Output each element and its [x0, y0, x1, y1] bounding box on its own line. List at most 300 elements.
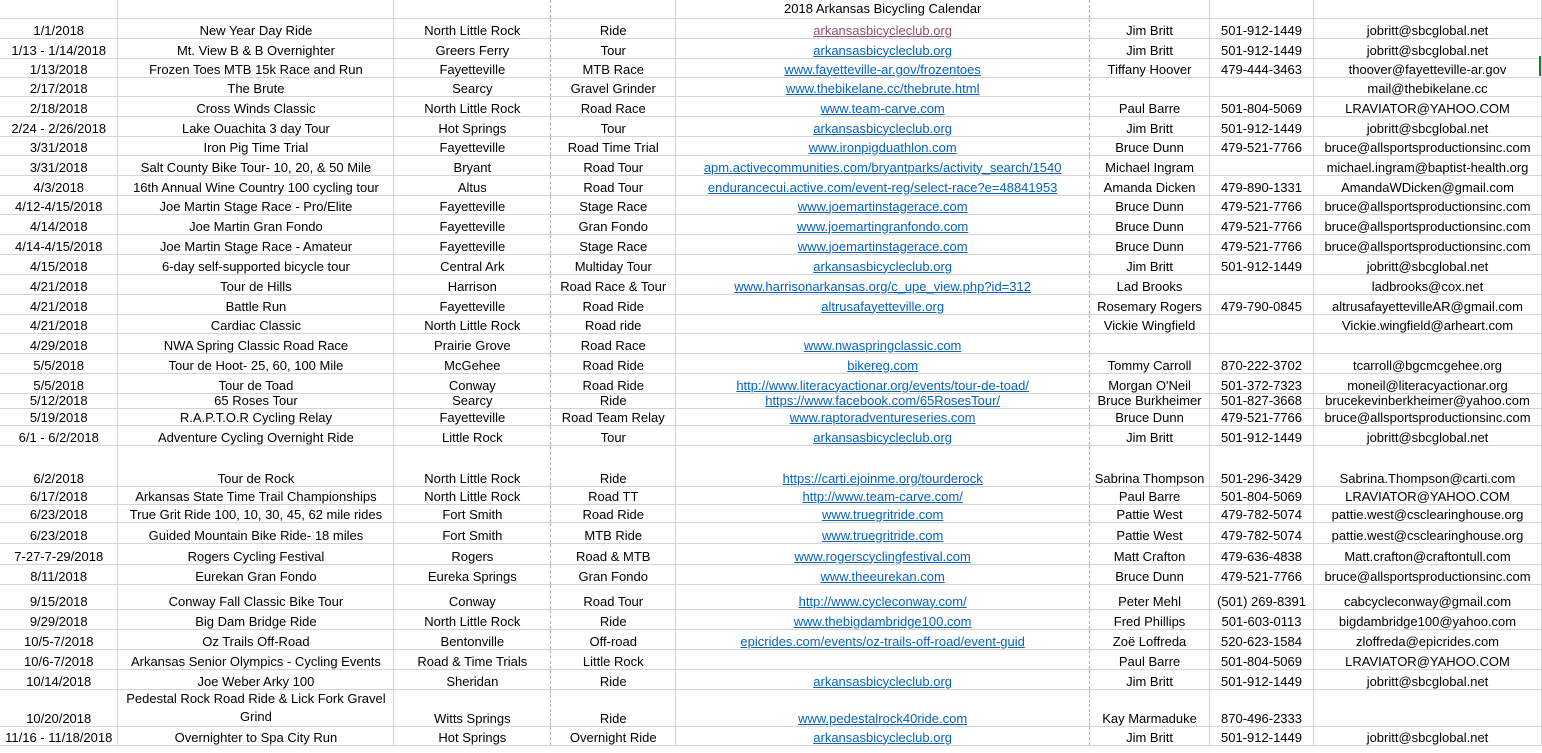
cell-contact[interactable]: Sabrina Thompson — [1090, 445, 1210, 486]
cell-contact[interactable] — [1090, 77, 1210, 96]
cell-url[interactable] — [676, 77, 1090, 96]
cell-contact[interactable]: Fred Phillips — [1090, 609, 1210, 629]
event-link[interactable]: endurancecui.active.com/event-reg/select-race?e=48841953 — [707, 179, 1058, 195]
cell-event[interactable]: Tour de Rock — [118, 445, 394, 486]
event-link[interactable]: www.theeurekan.com — [820, 568, 945, 584]
cell-city[interactable]: Sheridan — [394, 669, 551, 689]
cell-phone[interactable]: 501-912-1449 — [1210, 669, 1314, 689]
cell-email[interactable]: pattie.west@csclearinghouse.org — [1314, 522, 1542, 543]
empty-cell[interactable] — [1314, 0, 1542, 18]
cell-email[interactable]: jobritt@sbcglobal.net — [1314, 18, 1542, 38]
event-link[interactable]: http://www.team-carve.com/ — [802, 488, 963, 504]
cell-city[interactable]: Hot Springs — [394, 726, 551, 745]
cell-date[interactable]: 6/2/2018 — [0, 445, 118, 486]
cell-url[interactable] — [676, 353, 1090, 373]
cell-contact[interactable]: Tommy Carroll — [1090, 353, 1210, 373]
cell-phone[interactable]: 501-827-3668 — [1210, 393, 1314, 408]
cell-email[interactable]: jobritt@sbcglobal.net — [1314, 669, 1542, 689]
cell-event[interactable]: Joe Martin Stage Race - Pro/Elite — [118, 195, 394, 214]
cell-type[interactable]: Ride — [551, 18, 676, 38]
cell-phone[interactable]: (501) 269-8391 — [1210, 584, 1314, 609]
cell-type[interactable]: MTB Race — [551, 58, 676, 77]
cell-date[interactable]: 4/21/2018 — [0, 314, 118, 333]
cell-email[interactable]: cabcycleconway@gmail.com — [1314, 584, 1542, 609]
cell-event[interactable]: 6-day self-supported bicycle tour — [118, 254, 394, 274]
cell-email[interactable]: ladbrooks@cox.net — [1314, 274, 1542, 294]
event-link[interactable]: www.truegritride.com — [821, 506, 944, 522]
event-link[interactable]: apm.activecommunities.com/bryantparks/activity_search/1540 — [703, 159, 1062, 175]
event-link[interactable]: arkansasbicycleclub.org — [813, 729, 952, 745]
cell-city[interactable]: Eureka Springs — [394, 564, 551, 584]
cell-email[interactable]: bruce@allsportsproductionsinc.com — [1314, 234, 1542, 254]
cell-url[interactable] — [676, 425, 1090, 445]
cell-type[interactable]: Tour — [551, 425, 676, 445]
cell-url[interactable] — [676, 649, 1090, 669]
cell-contact[interactable]: Bruce Dunn — [1090, 564, 1210, 584]
cell-phone[interactable]: 479-790-0845 — [1210, 294, 1314, 314]
cell-event[interactable]: Tour de Toad — [118, 373, 394, 393]
empty-cell[interactable] — [394, 0, 551, 18]
cell-url[interactable] — [676, 234, 1090, 254]
cell-url[interactable] — [676, 373, 1090, 393]
cell-event[interactable]: Tour de Hoot- 25, 60, 100 Mile — [118, 353, 394, 373]
cell-date[interactable]: 3/31/2018 — [0, 155, 118, 175]
cell-city[interactable]: Hot Springs — [394, 116, 551, 136]
cell-url[interactable] — [676, 609, 1090, 629]
cell-phone[interactable]: 479-521-7766 — [1210, 195, 1314, 214]
cell-phone[interactable]: 479-521-7766 — [1210, 136, 1314, 155]
cell-phone[interactable]: 479-782-5074 — [1210, 504, 1314, 522]
cell-date[interactable]: 5/5/2018 — [0, 373, 118, 393]
cell-phone[interactable]: 501-603-0113 — [1210, 609, 1314, 629]
cell-email[interactable]: LRAVIATOR@YAHOO.COM — [1314, 486, 1542, 504]
cell-event[interactable]: Tour de Hills — [118, 274, 394, 294]
cell-url[interactable] — [676, 116, 1090, 136]
cell-contact[interactable]: Bruce Dunn — [1090, 408, 1210, 425]
cell-email[interactable]: bruce@allsportsproductionsinc.com — [1314, 408, 1542, 425]
cell-phone[interactable]: 501-804-5069 — [1210, 649, 1314, 669]
cell-contact[interactable]: Zoë Loffreda — [1090, 629, 1210, 649]
cell-event[interactable]: Cross Winds Classic — [118, 96, 394, 116]
cell-date[interactable]: 9/15/2018 — [0, 584, 118, 609]
cell-event[interactable]: Battle Run — [118, 294, 394, 314]
cell-url[interactable] — [676, 486, 1090, 504]
cell-phone[interactable]: 479-444-3463 — [1210, 58, 1314, 77]
cell-date[interactable]: 1/13 - 1/14/2018 — [0, 38, 118, 58]
cell-city[interactable]: Fayetteville — [394, 58, 551, 77]
cell-url[interactable] — [676, 629, 1090, 649]
cell-city[interactable]: Conway — [394, 584, 551, 609]
empty-cell[interactable] — [118, 0, 394, 18]
cell-phone[interactable]: 501-912-1449 — [1210, 18, 1314, 38]
cell-phone[interactable]: 479-521-7766 — [1210, 234, 1314, 254]
event-link[interactable]: www.nwaspringclassic.com — [803, 337, 962, 353]
cell-contact[interactable]: Morgan O'Neil — [1090, 373, 1210, 393]
cell-contact[interactable]: Jim Britt — [1090, 726, 1210, 745]
event-link[interactable]: epicrides.com/events/oz-trails-off-road/event-guid — [740, 633, 1025, 649]
cell-phone[interactable]: 870-222-3702 — [1210, 353, 1314, 373]
cell-email[interactable]: mail@thebikelane.cc — [1314, 77, 1542, 96]
cell-type[interactable]: Ride — [551, 689, 676, 726]
cell-contact[interactable]: Bruce Dunn — [1090, 195, 1210, 214]
event-link[interactable]: www.truegritride.com — [821, 527, 944, 543]
cell-date[interactable]: 4/3/2018 — [0, 175, 118, 195]
cell-url[interactable] — [676, 58, 1090, 77]
cell-phone[interactable]: 501-804-5069 — [1210, 96, 1314, 116]
cell-type[interactable]: Road ride — [551, 314, 676, 333]
cell-contact[interactable]: Amanda Dicken — [1090, 175, 1210, 195]
cell-email[interactable]: bruce@allsportsproductionsinc.com — [1314, 195, 1542, 214]
cell-contact[interactable]: Pattie West — [1090, 504, 1210, 522]
cell-email[interactable]: thoover@fayetteville-ar.gov — [1314, 58, 1542, 77]
cell-url[interactable] — [676, 689, 1090, 726]
cell-phone[interactable]: 501-296-3429 — [1210, 445, 1314, 486]
cell-type[interactable]: Road Race — [551, 96, 676, 116]
cell-contact[interactable] — [1090, 333, 1210, 353]
cell-event[interactable]: Arkansas State Time Trail Championships — [118, 486, 394, 504]
cell-event[interactable]: Frozen Toes MTB 15k Race and Run — [118, 58, 394, 77]
event-link[interactable]: https://carti.ejoinme.org/tourderock — [782, 470, 983, 486]
empty-cell[interactable] — [1090, 0, 1210, 18]
cell-city[interactable]: Bentonville — [394, 629, 551, 649]
event-link[interactable]: https://www.facebook.com/65RosesTour/ — [765, 393, 1001, 408]
cell-contact[interactable]: Bruce Dunn — [1090, 214, 1210, 234]
cell-event[interactable]: Adventure Cycling Overnight Ride — [118, 425, 394, 445]
cell-event[interactable]: Eurekan Gran Fondo — [118, 564, 394, 584]
empty-cell[interactable] — [1210, 0, 1314, 18]
cell-city[interactable]: Bryant — [394, 155, 551, 175]
cell-contact[interactable]: Rosemary Rogers — [1090, 294, 1210, 314]
event-link[interactable]: www.team-carve.com — [820, 100, 945, 116]
cell-event[interactable]: Oz Trails Off-Road — [118, 629, 394, 649]
cell-phone[interactable]: 501-912-1449 — [1210, 254, 1314, 274]
cell-contact[interactable]: Kay Marmaduke — [1090, 689, 1210, 726]
cell-date[interactable]: 4/21/2018 — [0, 274, 118, 294]
cell-date[interactable]: 10/5-7/2018 — [0, 629, 118, 649]
cell-date[interactable]: 4/21/2018 — [0, 294, 118, 314]
cell-phone[interactable]: 479-521-7766 — [1210, 564, 1314, 584]
cell-url[interactable] — [676, 155, 1090, 175]
cell-date[interactable]: 2/17/2018 — [0, 77, 118, 96]
cell-type[interactable]: Stage Race — [551, 195, 676, 214]
cell-date[interactable]: 10/20/2018 — [0, 689, 118, 726]
cell-type[interactable]: Ride — [551, 445, 676, 486]
cell-event[interactable]: Salt County Bike Tour- 10, 20, & 50 Mile — [118, 155, 394, 175]
cell-city[interactable]: Fayetteville — [394, 294, 551, 314]
cell-type[interactable]: Multiday Tour — [551, 254, 676, 274]
cell-phone[interactable]: 479-782-5074 — [1210, 522, 1314, 543]
cell-date[interactable]: 4/14-4/15/2018 — [0, 234, 118, 254]
cell-type[interactable]: Tour — [551, 38, 676, 58]
cell-city[interactable]: Fort Smith — [394, 504, 551, 522]
event-link[interactable]: arkansasbicycleclub.org — [813, 42, 952, 58]
cell-type[interactable]: Off-road — [551, 629, 676, 649]
cell-city[interactable]: North Little Rock — [394, 18, 551, 38]
event-link[interactable]: arkansasbicycleclub.org — [813, 258, 952, 274]
cell-event[interactable]: Overnighter to Spa City Run — [118, 726, 394, 745]
cell-phone[interactable]: 479-521-7766 — [1210, 408, 1314, 425]
cell-date[interactable]: 6/17/2018 — [0, 486, 118, 504]
cell-phone[interactable] — [1210, 314, 1314, 333]
cell-url[interactable] — [676, 445, 1090, 486]
event-link[interactable]: www.raptoradventureseries.com — [789, 409, 976, 425]
event-link[interactable]: www.thebikelane.cc/thebrute.html — [785, 80, 980, 96]
cell-city[interactable]: Fayetteville — [394, 136, 551, 155]
cell-type[interactable]: Road Race — [551, 333, 676, 353]
cell-date[interactable]: 6/23/2018 — [0, 522, 118, 543]
cell-url[interactable] — [676, 393, 1090, 408]
cell-city[interactable]: Fayetteville — [394, 234, 551, 254]
cell-event[interactable]: 65 Roses Tour — [118, 393, 394, 408]
cell-contact[interactable]: Peter Mehl — [1090, 584, 1210, 609]
cell-type[interactable]: Overnight Ride — [551, 726, 676, 745]
cell-phone[interactable]: 501-372-7323 — [1210, 373, 1314, 393]
event-link[interactable]: http://www.cycleconway.com/ — [798, 593, 967, 609]
cell-phone[interactable]: 479-890-1331 — [1210, 175, 1314, 195]
cell-url[interactable] — [676, 294, 1090, 314]
cell-email[interactable]: altrusafayettevilleAR@gmail.com — [1314, 294, 1542, 314]
cell-email[interactable]: Matt.crafton@craftontull.com — [1314, 543, 1542, 564]
cell-date[interactable]: 2/24 - 2/26/2018 — [0, 116, 118, 136]
cell-city[interactable]: Harrison — [394, 274, 551, 294]
cell-type[interactable]: Road Tour — [551, 155, 676, 175]
event-link[interactable]: www.rogerscyclingfestival.com — [794, 548, 971, 564]
event-link[interactable]: arkansasbicycleclub.org — [813, 22, 952, 38]
event-link[interactable]: www.fayetteville-ar.gov/frozentoes — [784, 61, 981, 77]
cell-email[interactable]: jobritt@sbcglobal.net — [1314, 726, 1542, 745]
cell-contact[interactable]: Jim Britt — [1090, 669, 1210, 689]
cell-city[interactable]: North Little Rock — [394, 486, 551, 504]
cell-date[interactable]: 5/19/2018 — [0, 408, 118, 425]
cell-phone[interactable]: 501-912-1449 — [1210, 726, 1314, 745]
cell-url[interactable] — [676, 136, 1090, 155]
cell-email[interactable]: bruce@allsportsproductionsinc.com — [1314, 564, 1542, 584]
cell-contact[interactable]: Matt Crafton — [1090, 543, 1210, 564]
cell-email[interactable]: moneil@literacyactionar.org — [1314, 373, 1542, 393]
cell-city[interactable]: Little Rock — [394, 425, 551, 445]
cell-city[interactable]: Searcy — [394, 77, 551, 96]
cell-date[interactable]: 4/29/2018 — [0, 333, 118, 353]
cell-event[interactable]: Pedestal Rock Road Ride & Lick Fork Gravel Grind — [118, 689, 394, 726]
cell-event[interactable]: Joe Weber Arky 100 — [118, 669, 394, 689]
cell-url[interactable] — [676, 274, 1090, 294]
event-link[interactable]: http://www.literacyactionar.org/events/tour-de-toad/ — [736, 377, 1029, 393]
cell-contact[interactable]: Bruce Dunn — [1090, 234, 1210, 254]
cell-phone[interactable] — [1210, 274, 1314, 294]
cell-phone[interactable]: 501-912-1449 — [1210, 38, 1314, 58]
cell-email[interactable] — [1314, 333, 1542, 353]
cell-contact[interactable]: Paul Barre — [1090, 96, 1210, 116]
cell-email[interactable]: bigdambridge100@yahoo.com — [1314, 609, 1542, 629]
cell-city[interactable]: Central Ark — [394, 254, 551, 274]
cell-type[interactable]: Road Ride — [551, 373, 676, 393]
cell-email[interactable]: jobritt@sbcglobal.net — [1314, 425, 1542, 445]
cell-city[interactable]: Fayetteville — [394, 195, 551, 214]
cell-type[interactable]: Road Ride — [551, 294, 676, 314]
cell-url[interactable] — [676, 408, 1090, 425]
cell-event[interactable]: The Brute — [118, 77, 394, 96]
cell-date[interactable]: 7-27-7-29/2018 — [0, 543, 118, 564]
sheet-title[interactable]: 2018 Arkansas Bicycling Calendar — [676, 0, 1090, 18]
cell-email[interactable]: jobritt@sbcglobal.net — [1314, 38, 1542, 58]
cell-phone[interactable]: 479-636-4838 — [1210, 543, 1314, 564]
event-link[interactable]: bikereg.com — [847, 357, 919, 373]
event-link[interactable]: www.harrisonarkansas.org/c_upe_view.php?id=312 — [734, 278, 1031, 294]
event-link[interactable]: www.joemartingranfondo.com — [797, 218, 969, 234]
event-link[interactable]: www.joemartinstagerace.com — [797, 238, 968, 254]
cell-event[interactable]: Joe Martin Gran Fondo — [118, 214, 394, 234]
cell-date[interactable]: 3/31/2018 — [0, 136, 118, 155]
cell-contact[interactable]: Paul Barre — [1090, 486, 1210, 504]
cell-date[interactable]: 9/29/2018 — [0, 609, 118, 629]
cell-type[interactable]: Gran Fondo — [551, 214, 676, 234]
cell-event[interactable]: R.A.P.T.O.R Cycling Relay — [118, 408, 394, 425]
cell-event[interactable]: True Grit Ride 100, 10, 30, 45, 62 mile rides — [118, 504, 394, 522]
cell-url[interactable] — [676, 504, 1090, 522]
event-link[interactable]: www.joemartinstagerace.com — [797, 198, 968, 214]
cell-date[interactable]: 4/14/2018 — [0, 214, 118, 234]
cell-email[interactable]: LRAVIATOR@YAHOO.COM — [1314, 96, 1542, 116]
cell-contact[interactable]: Bruce Dunn — [1090, 136, 1210, 155]
event-link[interactable]: arkansasbicycleclub.org — [813, 429, 952, 445]
cell-date[interactable]: 10/14/2018 — [0, 669, 118, 689]
cell-event[interactable]: Rogers Cycling Festival — [118, 543, 394, 564]
cell-type[interactable]: Road Ride — [551, 504, 676, 522]
cell-contact[interactable]: Jim Britt — [1090, 425, 1210, 445]
cell-type[interactable]: Little Rock — [551, 649, 676, 669]
cell-type[interactable]: Ride — [551, 393, 676, 408]
event-link[interactable]: www.ironpigduathlon.com — [808, 139, 957, 155]
cell-url[interactable] — [676, 726, 1090, 745]
cell-email[interactable]: brucekevinberkheimer@yahoo.com — [1314, 393, 1542, 408]
cell-type[interactable]: Road Time Trial — [551, 136, 676, 155]
cell-event[interactable]: Mt. View B & B Overnighter — [118, 38, 394, 58]
cell-email[interactable]: AmandaWDicken@gmail.com — [1314, 175, 1542, 195]
empty-cell[interactable] — [551, 0, 676, 18]
cell-city[interactable]: Fayetteville — [394, 408, 551, 425]
cell-event[interactable]: New Year Day Ride — [118, 18, 394, 38]
event-link[interactable]: altrusafayetteville.org — [821, 298, 945, 314]
cell-url[interactable] — [676, 333, 1090, 353]
cell-city[interactable]: Conway — [394, 373, 551, 393]
cell-city[interactable]: Prairie Grove — [394, 333, 551, 353]
cell-contact[interactable]: Paul Barre — [1090, 649, 1210, 669]
cell-email[interactable]: tcarroll@bgcmcgehee.org — [1314, 353, 1542, 373]
cell-contact[interactable]: Jim Britt — [1090, 116, 1210, 136]
cell-event[interactable]: Arkansas Senior Olympics - Cycling Events — [118, 649, 394, 669]
cell-date[interactable]: 1/1/2018 — [0, 18, 118, 38]
cell-url[interactable] — [676, 543, 1090, 564]
cell-contact[interactable]: Jim Britt — [1090, 18, 1210, 38]
cell-phone[interactable]: 501-804-5069 — [1210, 486, 1314, 504]
cell-city[interactable]: North Little Rock — [394, 609, 551, 629]
cell-event[interactable]: Big Dam Bridge Ride — [118, 609, 394, 629]
event-link[interactable]: arkansasbicycleclub.org — [813, 673, 952, 689]
cell-email[interactable]: pattie.west@csclearinghouse.org — [1314, 504, 1542, 522]
cell-date[interactable]: 6/1 - 6/2/2018 — [0, 425, 118, 445]
cell-contact[interactable]: Jim Britt — [1090, 38, 1210, 58]
cell-email[interactable]: Sabrina.Thompson@carti.com — [1314, 445, 1542, 486]
cell-event[interactable]: Iron Pig Time Trial — [118, 136, 394, 155]
cell-type[interactable]: Road Tour — [551, 175, 676, 195]
cell-phone[interactable] — [1210, 155, 1314, 175]
cell-email[interactable] — [1314, 689, 1542, 726]
cell-date[interactable]: 2/18/2018 — [0, 96, 118, 116]
cell-type[interactable]: Gran Fondo — [551, 564, 676, 584]
cell-date[interactable]: 5/12/2018 — [0, 393, 118, 408]
cell-phone[interactable]: 870-496-2333 — [1210, 689, 1314, 726]
cell-city[interactable]: Altus — [394, 175, 551, 195]
cell-date[interactable]: 5/5/2018 — [0, 353, 118, 373]
cell-url[interactable] — [676, 195, 1090, 214]
cell-city[interactable]: Searcy — [394, 393, 551, 408]
cell-contact[interactable]: Jim Britt — [1090, 254, 1210, 274]
cell-event[interactable]: Guided Mountain Bike Ride- 18 miles — [118, 522, 394, 543]
cell-contact[interactable]: Pattie West — [1090, 522, 1210, 543]
cell-date[interactable]: 1/13/2018 — [0, 58, 118, 77]
cell-url[interactable] — [676, 175, 1090, 195]
cell-type[interactable]: Ride — [551, 669, 676, 689]
event-link[interactable]: www.thebigdambridge100.com — [793, 613, 972, 629]
cell-url[interactable] — [676, 564, 1090, 584]
cell-city[interactable]: North Little Rock — [394, 96, 551, 116]
cell-type[interactable]: MTB Ride — [551, 522, 676, 543]
cell-city[interactable]: Witts Springs — [394, 689, 551, 726]
cell-city[interactable]: McGehee — [394, 353, 551, 373]
cell-event[interactable]: NWA Spring Classic Road Race — [118, 333, 394, 353]
cell-url[interactable] — [676, 522, 1090, 543]
event-link[interactable]: arkansasbicycleclub.org — [813, 120, 952, 136]
event-link[interactable]: www.pedestalrock40ride.com — [798, 710, 968, 726]
cell-date[interactable]: 6/23/2018 — [0, 504, 118, 522]
cell-date[interactable]: 10/6-7/2018 — [0, 649, 118, 669]
cell-type[interactable]: Road Race & Tour — [551, 274, 676, 294]
cell-email[interactable]: LRAVIATOR@YAHOO.COM — [1314, 649, 1542, 669]
cell-phone[interactable] — [1210, 77, 1314, 96]
cell-contact[interactable]: Lad Brooks — [1090, 274, 1210, 294]
cell-city[interactable]: North Little Rock — [394, 445, 551, 486]
cell-city[interactable]: Rogers — [394, 543, 551, 564]
cell-email[interactable]: jobritt@sbcglobal.net — [1314, 254, 1542, 274]
cell-contact[interactable]: Tiffany Hoover — [1090, 58, 1210, 77]
cell-phone[interactable]: 501-912-1449 — [1210, 425, 1314, 445]
empty-cell[interactable] — [0, 0, 118, 18]
cell-url[interactable] — [676, 584, 1090, 609]
cell-phone[interactable] — [1210, 333, 1314, 353]
cell-event[interactable]: Joe Martin Stage Race - Amateur — [118, 234, 394, 254]
cell-contact[interactable]: Michael Ingram — [1090, 155, 1210, 175]
cell-city[interactable]: North Little Rock — [394, 314, 551, 333]
cell-type[interactable]: Road Ride — [551, 353, 676, 373]
cell-type[interactable]: Gravel Grinder — [551, 77, 676, 96]
cell-email[interactable]: jobritt@sbcglobal.net — [1314, 116, 1542, 136]
cell-url[interactable] — [676, 18, 1090, 38]
cell-url[interactable] — [676, 38, 1090, 58]
cell-type[interactable]: Road Tour — [551, 584, 676, 609]
cell-event[interactable]: Conway Fall Classic Bike Tour — [118, 584, 394, 609]
cell-type[interactable]: Road Team Relay — [551, 408, 676, 425]
cell-phone[interactable]: 479-521-7766 — [1210, 214, 1314, 234]
cell-email[interactable]: bruce@allsportsproductionsinc.com — [1314, 136, 1542, 155]
cell-event[interactable]: Lake Ouachita 3 day Tour — [118, 116, 394, 136]
cell-type[interactable]: Road TT — [551, 486, 676, 504]
cell-date[interactable]: 11/16 - 11/18/2018 — [0, 726, 118, 745]
cell-type[interactable]: Tour — [551, 116, 676, 136]
cell-url[interactable] — [676, 669, 1090, 689]
cell-email[interactable]: Vickie.wingfield@arheart.com — [1314, 314, 1542, 333]
cell-city[interactable]: Road & Time Trials — [394, 649, 551, 669]
cell-contact[interactable]: Vickie Wingfield — [1090, 314, 1210, 333]
